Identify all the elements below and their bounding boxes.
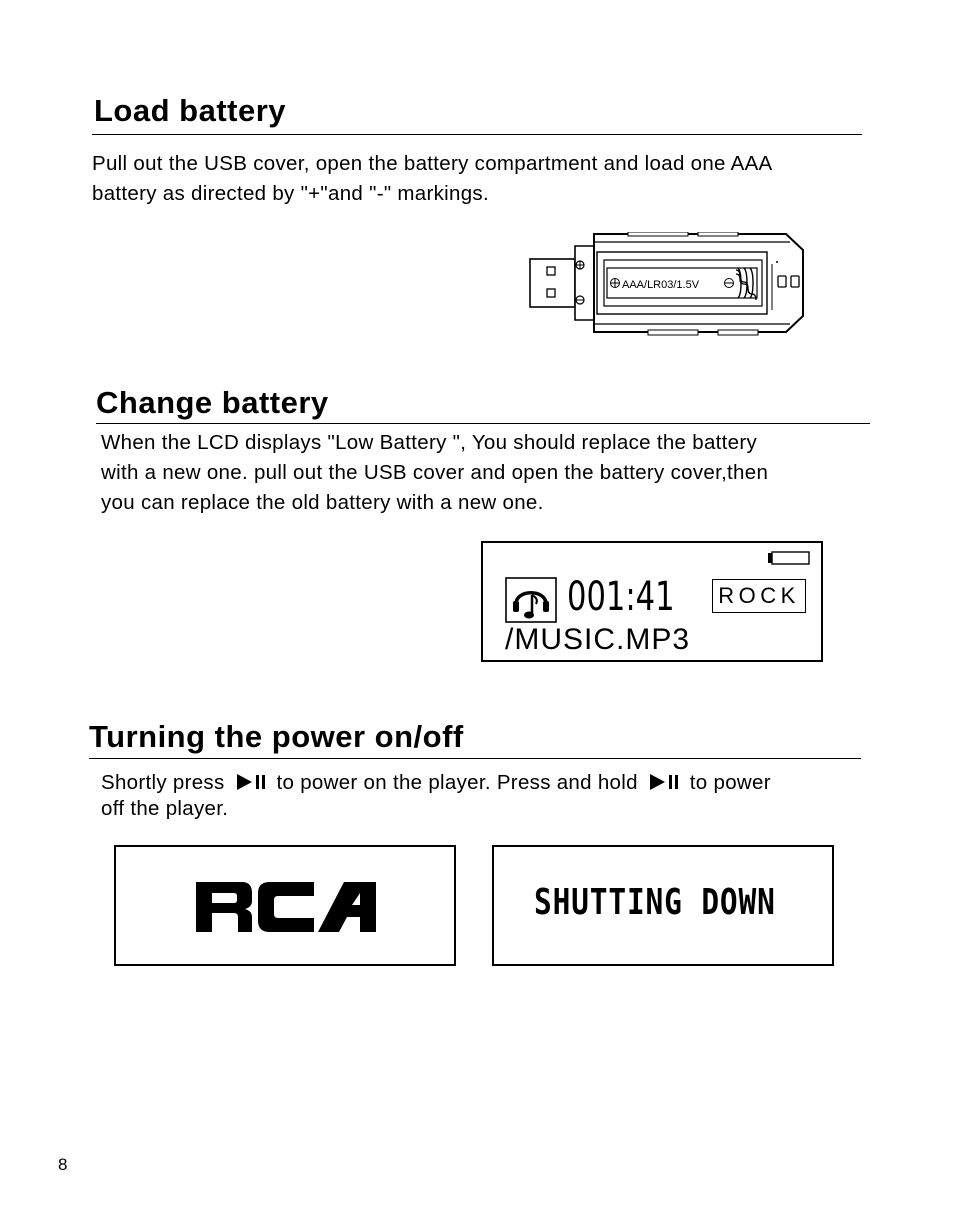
paragraph-line: Pull out the USB cover, open the battery compartment and load one AAA bbox=[92, 152, 773, 175]
rca-logo bbox=[194, 881, 378, 933]
paragraph-line: Shortly press to power on the player. Press and hold to power bbox=[101, 771, 771, 794]
paragraph-change-battery bbox=[101, 428, 768, 518]
heading-load-battery: Load battery bbox=[94, 93, 287, 128]
paragraph-load-battery bbox=[92, 149, 773, 209]
heading-power: Turning the power on/off bbox=[89, 719, 464, 754]
heading-change-battery: Change battery bbox=[96, 385, 329, 420]
playback-time: 001:41 bbox=[567, 574, 675, 620]
track-filename: /MUSIC.MP3 bbox=[505, 623, 691, 656]
paragraph-line: you can replace the old battery with a new one. bbox=[101, 491, 544, 514]
page-number: 8 bbox=[58, 1155, 68, 1174]
lcd-music-screen bbox=[481, 541, 823, 662]
eq-mode-badge: ROCK bbox=[712, 579, 806, 613]
player-battery-illustration bbox=[528, 232, 808, 336]
lcd-logo-screen bbox=[114, 845, 456, 966]
low-battery-icon bbox=[767, 551, 811, 569]
paragraph-power bbox=[101, 770, 771, 822]
paragraph-line: When the LCD displays "Low Battery ", You should replace the battery bbox=[101, 431, 758, 454]
paragraph-line: off the player. bbox=[101, 797, 229, 820]
divider-power bbox=[89, 758, 861, 759]
divider-load-battery bbox=[92, 134, 862, 135]
divider-change-battery bbox=[96, 423, 870, 424]
paragraph-line: battery as directed by "+"and "-" markings. bbox=[92, 182, 489, 205]
headphone-music-icon bbox=[505, 577, 557, 623]
shutting-down-text: SHUTTING DOWN bbox=[534, 882, 776, 923]
play-pause-icon bbox=[648, 773, 680, 791]
paragraph-line: with a new one. pull out the USB cover and open the battery cover,then bbox=[101, 461, 769, 484]
battery-label: AAA/LR03/1.5V bbox=[622, 279, 700, 291]
play-pause-icon bbox=[235, 773, 267, 791]
lcd-shutdown-screen bbox=[492, 845, 834, 966]
